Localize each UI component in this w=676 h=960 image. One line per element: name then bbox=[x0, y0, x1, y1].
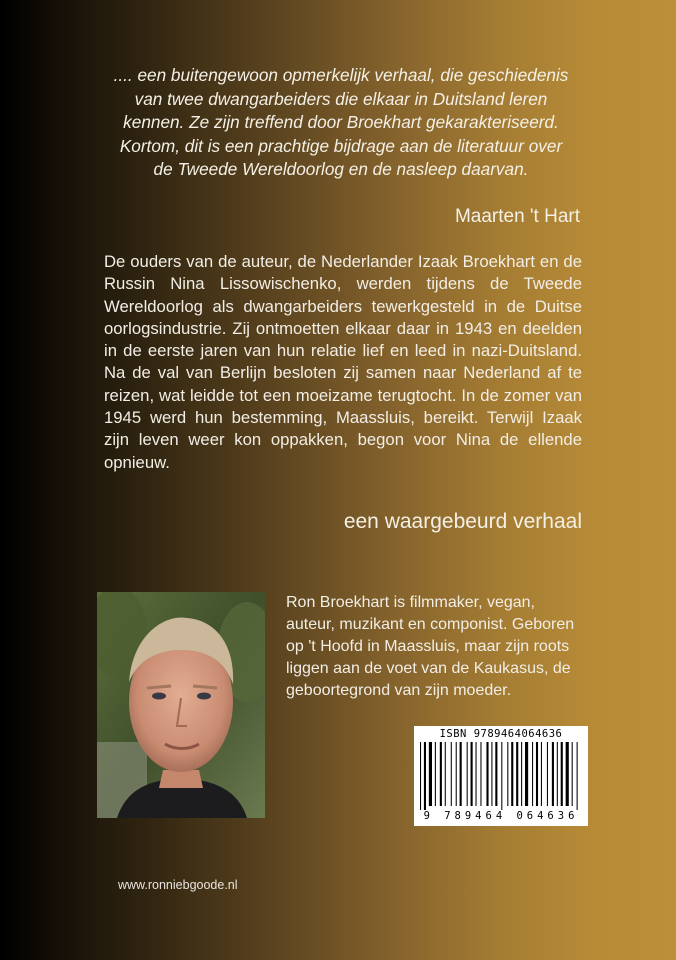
book-summary: De ouders van de auteur, de Nederlander Izaak Broekhart en de Russin Nina Lissowischenko, werden tijdens de Tweede Wereldoorlog als dwangarbeiders tewerkgesteld in de Duitse oorlogsindustrie. Zij ontmoetten elkaar daar in 1943 en deelden in de eerste jaren van hun relatie lief en leed in nazi-Duitsland. Na de val van Berlijn besloten zij samen naar Nederland af te reizen, wat leidde tot een moeizame terugtocht. In de zomer van 1945 werd hun bestemming, Maassluis, bereikt. Terwijl Izaak zijn leven weer kon oppakken, begon voor Nina de ellende opnieuw. bbox=[104, 252, 582, 472]
barcode-bar bbox=[495, 742, 497, 806]
barcode-bar bbox=[532, 742, 533, 806]
barcode-bar bbox=[451, 742, 452, 806]
barcode-bar bbox=[561, 742, 563, 806]
barcode-bar bbox=[572, 742, 573, 806]
barcode-bar bbox=[516, 742, 518, 806]
barcode-bar bbox=[445, 742, 446, 806]
barcode-bar bbox=[480, 742, 481, 806]
barcode-bar bbox=[511, 742, 513, 806]
barcode-bar bbox=[577, 742, 578, 810]
quote-line: .... een buitengewoon opmerkelijk verhaal, die geschiedenis bbox=[113, 65, 569, 85]
barcode-bar bbox=[521, 742, 522, 806]
barcode-bar bbox=[456, 742, 457, 806]
barcode-bar bbox=[435, 742, 436, 806]
quote-line: kennen. Ze zijn treffend door Broekhart gekarakteriseerd. bbox=[123, 112, 559, 133]
barcode-bar bbox=[552, 742, 554, 806]
barcode-bar bbox=[471, 742, 473, 806]
barcode-bars bbox=[420, 742, 582, 810]
barcode-bar bbox=[536, 742, 538, 806]
isbn-label: ISBN 9789464064636 bbox=[439, 728, 563, 740]
barcode-bar bbox=[501, 742, 502, 810]
barcode-bar bbox=[486, 742, 488, 806]
barcode-bar bbox=[525, 742, 528, 806]
barcode-bar bbox=[440, 742, 442, 806]
author-bio: Ron Broekhart is filmmaker, vegan, auteur, muzikant en componist. Geboren op 't Hoofd in Maassluis, maar zijn roots liggen aan de voet van de Kaukasus, de geboortegrond van zijn moeder. bbox=[286, 594, 575, 699]
barcode-bar bbox=[566, 742, 569, 806]
barcode-bar bbox=[507, 742, 508, 806]
barcode-bar bbox=[424, 742, 426, 810]
author-photo bbox=[97, 592, 265, 818]
barcode-bar bbox=[476, 742, 477, 806]
tagline: een waargebeurd verhaal bbox=[343, 510, 582, 533]
barcode-bar bbox=[557, 742, 558, 806]
isbn-digits: 9 789464 064636 bbox=[423, 810, 579, 822]
barcode-bar bbox=[467, 742, 468, 806]
quote-attribution: Maarten 't Hart bbox=[454, 206, 580, 227]
barcode-bar bbox=[541, 742, 542, 806]
review-quote bbox=[86, 64, 596, 182]
barcode-bar bbox=[547, 742, 548, 806]
website-link[interactable]: www.ronniebgoode.nl bbox=[118, 878, 238, 892]
barcode-bar bbox=[420, 742, 421, 810]
quote-line: Kortom, dit is een prachtige bijdrage aan de literatuur over bbox=[119, 135, 563, 156]
barcode-bar bbox=[491, 742, 492, 806]
quote-line: van twee dwangarbeiders die elkaar in Duitsland leren bbox=[134, 88, 548, 109]
isbn-barcode bbox=[414, 726, 588, 826]
quote-line: de Tweede Wereldoorlog en de nasleep daarvan. bbox=[153, 159, 529, 180]
barcode-bar bbox=[460, 742, 462, 806]
barcode-bar bbox=[429, 742, 432, 806]
